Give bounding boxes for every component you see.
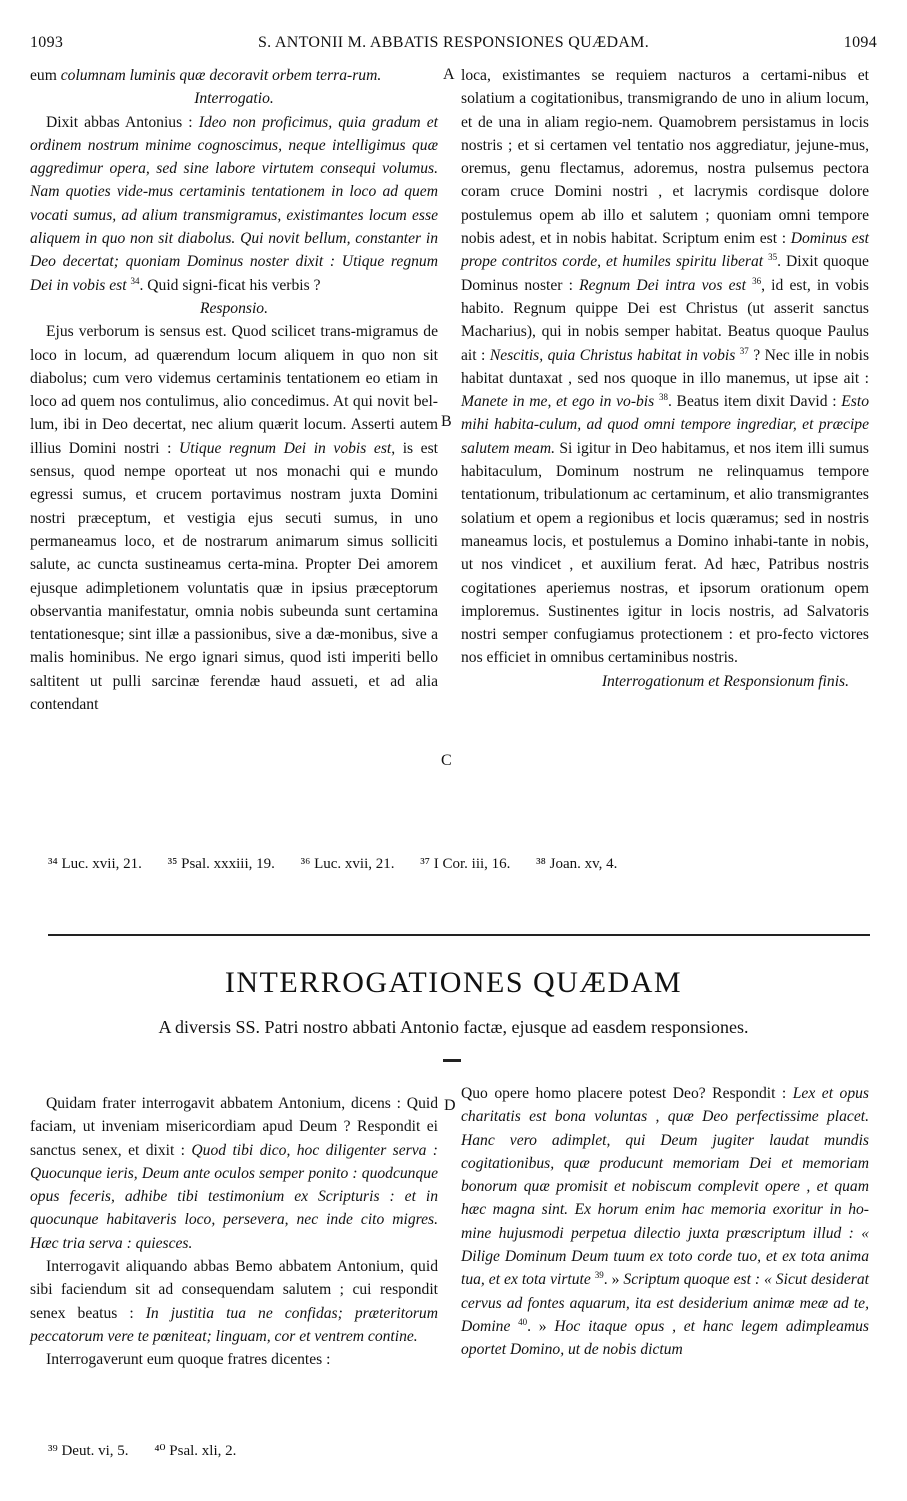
paragraph: Quo opere homo placere potest Deo? Respondit : Lex et opus charitatis est bona voluntas , quæ Deo perfectissime placet. Hanc vero adimplet, qui Deum jugiter laudat mundis cogitationibus, quæ producunt memoriam Dei et memoriam bonorum quæ promisit et nobiscum complevit opere , et quam hæc magna sint. Ex horum enim hac memoria exoritur in ho-mine hujusmodi perpetua dilectio juxta præscriptum illud : « Diligе Dominum Deum tuum ex toto corde tuo, et ex tota anima tua, et ex tota virtute $^{39}$. » Scriptum quoque est : « Sicut desiderat cervus ad fontes aquarum, ita est desiderium animæ meæ ad te, Domine $^{40}$. » Hoc itaque opus , et hanc legem adimpleamus oportet Domino, ut de nobis dictum: [461, 1085, 869, 1359]
lower-left-column: [30, 1092, 438, 1372]
upper-right-column: [461, 64, 869, 693]
paragraph: Dixit abbas Antonius : Ideo non proficimus, quia gradum et ordinem nostrum minime cognoscimus, neque intelligimus quæ aggredimur opera, sed sine labore virtutem consequi volumus. Nam quoties vide-mus certaminis tentationem in loco ad quem vocati sumus, ad alium transmigramus, existimantes locum esse aliquem in quo non sit diabolus. Qui novit bellum, constanter in Deo decertat; quoniam Dominus noster dixit : Utique regnum Dei in vobis est $^{34}$. Quid signi-ficat his verbis ?: [30, 113, 438, 294]
upper-footnotes: [48, 856, 639, 873]
lower-right-column: [461, 1082, 869, 1362]
paragraph: Interrogaverunt eum quoque fratres dicentes :: [46, 1351, 331, 1369]
footnote: ³⁸ Joan. xv, 4.: [536, 856, 618, 872]
footnote: ³⁹ Deut. vi, 5.: [48, 1443, 129, 1459]
paragraph: Ejus verborum is sensus est. Quod scilicet trans-migramus de loco in locum, ad quærendum locum aliquem in quo non sit diabolus; cum vero videmus certaminis tentationem eo etiam in loco ad quem nos contulimus, alio concedimus. At qui novit bel-lum, ibi in Deo decertat, nec alium quærit locum. Asserti autem illius Domini nostri : Utique regnum Dei in vobis est, is est sensus, quod nempe oporteat ut nos monachi qui e mundo egressi sumus, et crucem portavimus nostram juxta Domini nostri præceptum, et vestigia ejus secuti sumus, in uno permaneamus loco, et de nostrarum animarum simus solliciti salute, ac cuncta sustineamus certa-mina. Propter Dei amorem ejusque adimpletionem voluntatis quæ in ipsius præceptorum observantia manifestatur, omnia nobis subeunda sunt certamina tentationesque; sint illæ a passionibus, sive a dæ-monibus, sive a malis hominibus. Ne ergo ignari simus, quod isti imperiti bello saltitent ut pulli sarcinæ ferendæ haud assueti, et ad alia contendant: [30, 323, 438, 714]
margin-letter-d: D: [444, 1097, 456, 1114]
section-heading: Responsio.: [199, 299, 268, 317]
ornament-dash: [443, 1059, 461, 1062]
footnote: ³⁷ I Cor. iii, 16.: [420, 856, 511, 872]
paragraph: Quidam frater interrogavit abbatem Antonium, dicens : Quid faciam, ut inveniam misericordiam apud Deum ? Respondit ei sanctus senex, et dixit : Quod tibi dico, hoc diligenter serva : Quocunque ieris, Deum ante oculos semper ponito : quodcunque opus feceris, adhibe tibi testimonium ex Scripturis : et in quocunque habitaveris loco, persevera, nec inde cito migres. Hæc tria serva : quiesces.: [30, 1095, 439, 1252]
margin-letter-c: C: [441, 752, 452, 769]
footnote: ³⁶ Luc. xvii, 21.: [300, 856, 395, 872]
page-number-right: 1094: [843, 34, 877, 51]
margin-letter-b: B: [441, 413, 452, 430]
running-header: [30, 34, 877, 56]
page-number-left: 1093: [30, 34, 64, 51]
section-divider: [48, 934, 870, 936]
section-subtitle: A diversis SS. Patri nostro abbati Antonio factæ, ejusque ad easdem responsiones.: [158, 1017, 749, 1037]
section-title: INTERROGATIONES QUÆDAM: [224, 966, 683, 999]
footnote: ³⁴ Luc. xvii, 21.: [48, 856, 142, 872]
lower-footnotes: [48, 1441, 258, 1460]
closing-line: Interrogationum et Responsionum finis.: [601, 672, 849, 690]
footnote: ⁴⁰ Psal. xli, 2.: [154, 1443, 237, 1459]
footnote: ³⁵ Psal. xxxiii, 19.: [167, 856, 275, 872]
paragraph: Interrogavit aliquando abbas Bemo abbatem Antonium, quid sibi faciendum sit ad consequendam salutem ; cui respondit senex beatus : In justitia tua ne confidas; præteritorum peccatorum vere te pœniteat; linguam, cor et ventrem contine.: [30, 1258, 438, 1345]
paragraph: eum columnam luminis quæ decoravit orbem terra-rum.: [30, 67, 382, 84]
section-heading: Interrogatio.: [194, 90, 274, 108]
margin-letter-a: A: [443, 66, 455, 83]
upper-left-column: [30, 64, 438, 716]
running-title: S. ANTONII M. ABBATIS RESPONSIONES QUÆDAM.: [257, 34, 650, 51]
paragraph: loca, existimantes se requiem nacturos a certami-nibus et solatium a cogitationibus, transmigrando de uno in alium locum, et de una in aliam regio-nem. Quamobrem persistamus in locis nostris ; et si certamen vel tentatio nos aggrediatur, jejune-mus, oremus, genu flectamus, adoremus, nostra pulsemus pectora coram cruce Domini nostri , et lacrymis cordisque dolore postulemus opem ab illo et salutem ; quoniam omni tempore nobis adest, et in nobis habitat. Scriptum enim est : Dominus est prope contritos corde, et humiles spiritu liberat $^{35}$. Dixit quoque Dominus noster : Regnum Dei intra vos est $^{36}$, id est, in vobis habito. Regnum quippe Dei est Christus (ut asserit sanctus Macharius), qui in nobis semper habitat. Beatus quoque Paulus ait : Nescitis, quia Christus habitat in vobis $^{37}$ ? Nec ille in nobis habitat duntaxat , sed nos quoque in illo manemus, ut ipse ait : Manete in me, et ego in vo-bis $^{38}$. Beatus item dixit David : Esto mihi habita-culum, ad quod omni tempore ingrediar, et præcipe salutem meam. Si igitur in Deo habitamus, et nos item illi sumus habitaculum, Dominum nostrum ne relinquamus tempore tentationum, tribulationum ac certaminum, et alio transmigrantes solatium et opem a regionibus et locis quæramus; sed in nostris maneamus locis, et postulemus a Domino inhabi-tante in nobis, ut nos vindicet , et auxilium ferat. Ad hæc, Patribus nostris cogitationes aperiemus nostras, et ipsorum orationum opem imploremus. Sustinentes igitur in locis nostris, ad Salvatoris nostri semper confugiamus protectionem : et pro-fecto victores nos efficiet in omnibus certaminibus nostris.: [461, 67, 870, 667]
